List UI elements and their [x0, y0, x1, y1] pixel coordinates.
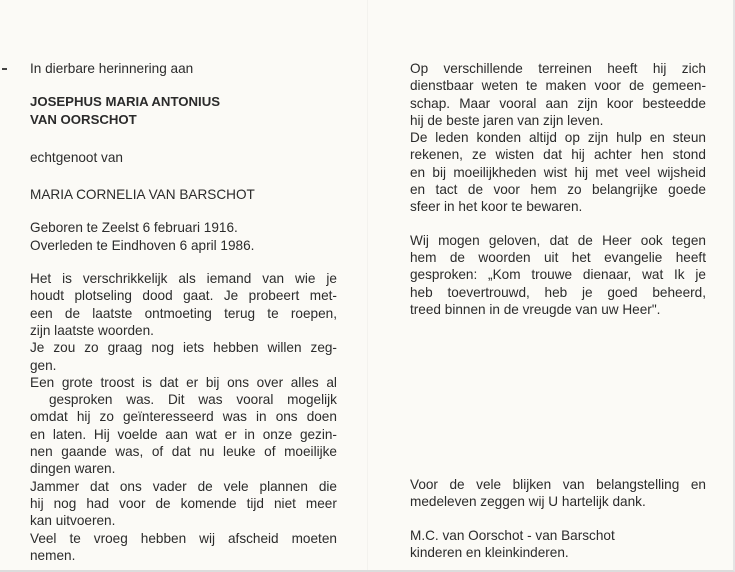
body-line: Wij mogen geloven, dat de Heer ook tegen [410, 232, 706, 248]
deceased-name [30, 93, 337, 128]
faith-paragraph [410, 232, 706, 318]
body-line: hij de beste jaren van zijn leven. [410, 112, 604, 128]
birth-line: Geboren te Zeelst 6 februari 1916. [30, 220, 238, 236]
body-line: gesproken was. Dit was vooral mogelijk [49, 392, 337, 408]
body-line: en tact de voor hem zo belangrijke goede [410, 182, 706, 198]
body-line: gesproken: „Kom trouwe dienaar, wat Ik je [410, 267, 706, 283]
tribute-paragraph [410, 60, 706, 216]
body-line: sfeer in het koor te bewaren. [410, 199, 583, 215]
death-line: Overleden te Eindhoven 6 april 1986. [30, 237, 255, 253]
spouse-intro: echtgenoot van [30, 149, 123, 165]
left-body-text [30, 270, 337, 564]
body-line: schap. Maar vooral aan zijn koor besteedde [410, 95, 706, 111]
body-line: hem de woorden uit het evangelie heeft [410, 249, 706, 265]
signature-line: kinderen en kleinkinderen. [410, 545, 569, 561]
body-line: Jammer dat ons vader de vele plannen die [30, 478, 337, 494]
right-panel [410, 60, 706, 561]
body-line: dingen waren. [30, 461, 116, 477]
body-line: treed binnen in de vreugde van uw Heer". [410, 301, 661, 317]
margin-mark [2, 68, 7, 70]
body-line: houdt plotseling dood gaat. Je probeert met- [30, 288, 337, 304]
body-line: omdat hij zo geïnteresseerd was in ons doen [30, 409, 337, 425]
body-line: Voor de vele blijken van belangstelling en [410, 477, 706, 493]
body-line: dienstbaar weten te maken voor de gemeen- [410, 78, 706, 94]
body-line: hij nog had voor de komende tijd niet meer [30, 495, 337, 511]
body-line: nen gaande was, of dat nu leuke of moeilijke [30, 444, 337, 460]
body-line: rekenen, ze wisten dat hij achter hen stond [410, 147, 706, 163]
body-line: Op verschillende terreinen heeft hij zich [410, 61, 706, 76]
body-line: en laten. Hij voelde aan wat er in onze gezin- [30, 426, 337, 442]
fold-line [367, 0, 368, 570]
thanks-paragraph [410, 476, 706, 511]
body-line: Veel te vroeg hebben wij afscheid moeten [30, 530, 337, 546]
spouse-name: MARIA CORNELIA VAN BARSCHOT [30, 187, 255, 203]
body-line: Een grote troost is dat er bij ons over alles al [30, 374, 337, 390]
signature-line: M.C. van Oorschot - van Barschot [410, 527, 615, 543]
body-line: kan uitvoeren. [30, 513, 116, 529]
name-line-2: VAN OORSCHOT [30, 111, 137, 127]
body-line: medeleven zeggen wij U hartelijk dank. [410, 494, 646, 510]
name-line-1: JOSEPHUS MARIA ANTONIUS [30, 94, 221, 110]
body-line: nemen. [30, 547, 76, 563]
body-line: zijn laatste woorden. [30, 322, 154, 338]
intro-text: In dierbare herinnering aan [30, 61, 194, 76]
body-line: en bij moeilijkheden wist hij met veel wijsheid [410, 164, 706, 180]
body-line: Je zou zo graag nog iets hebben willen zeg- [30, 340, 337, 356]
body-line: een de laatste ontmoeting terug te roepen, [30, 305, 337, 321]
left-panel [30, 60, 337, 564]
signature-block [410, 527, 706, 562]
life-dates [30, 219, 337, 254]
body-line: Het is verschrikkelijk als iemand van wie je [30, 271, 337, 287]
body-line: De leden konden altijd op zijn hulp en steun [410, 130, 706, 146]
body-line: gen. [30, 357, 57, 373]
body-line: heb toevertrouwd, heb je goed beheerd, [410, 284, 706, 300]
